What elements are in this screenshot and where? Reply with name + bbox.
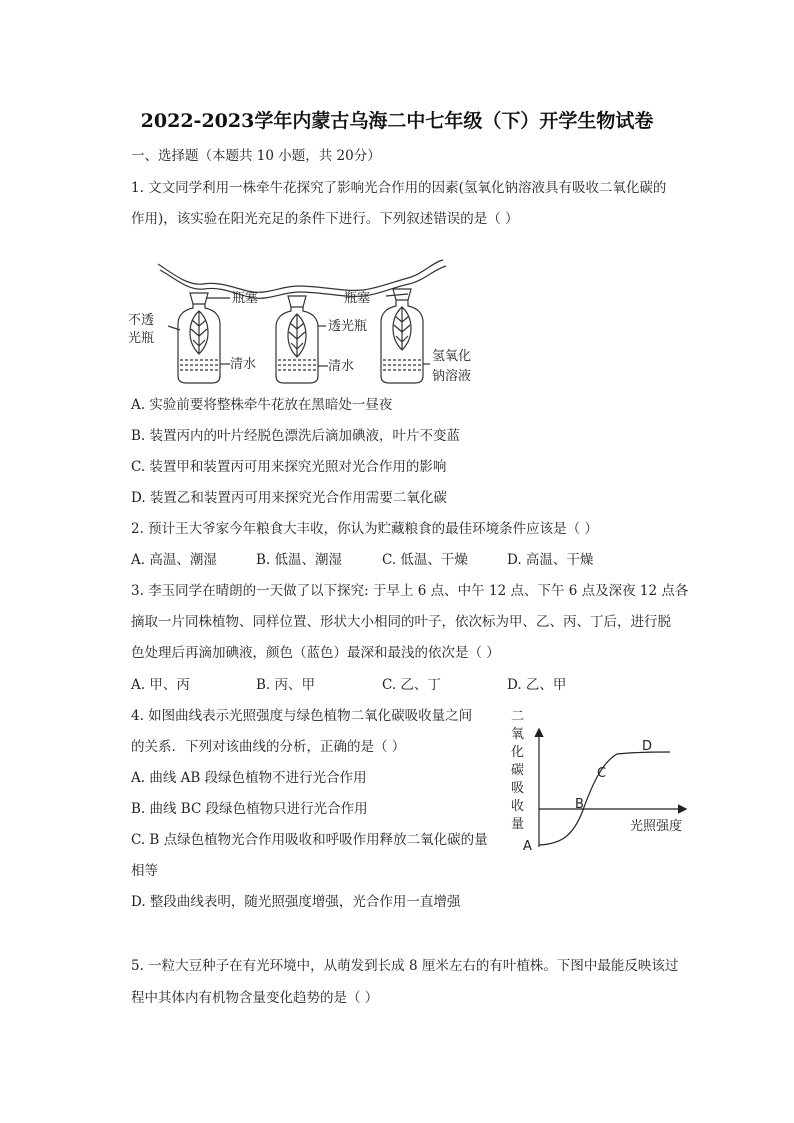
label-naoh-1: 氢氧化: [432, 349, 472, 364]
q3-option-b: B. 丙、甲: [256, 677, 316, 693]
point-b-label: B: [575, 797, 584, 812]
q3-stem-line2: 摘取一片同株植物、同样位置、形状大小相同的叶子，依次标为甲、乙、丙、丁后，进行脱: [131, 614, 671, 630]
label-opaque-bottle-1: 不透: [128, 313, 155, 328]
label-transparent-bottle: 透光瓶: [328, 319, 368, 334]
q1-stem-line1: 1. 文文同学利用一株牵牛花探究了影响光合作用的因素(氢氧化钠溶液具有吸收二氧化碳的: [131, 180, 667, 196]
y-label-char-4: 碳: [511, 763, 525, 778]
q2-stem: 2. 预计王大爷家今年粮食大丰收，你认为贮藏粮食的最佳环境条件应该是（ ）: [131, 521, 598, 537]
q5-stem-line2: 程中其体内有机物含量变化趋势的是（ ）: [131, 990, 379, 1006]
q1-stem-line2: 作用)，该实验在阳光充足的条件下进行。下列叙述错误的是（ ）: [131, 211, 519, 227]
q2-option-d: D. 高温、干燥: [507, 552, 594, 568]
q1-option-c: C. 装置甲和装置丙可用来探究光照对光合作用的影响: [131, 459, 447, 475]
q1-option-d: D. 装置乙和装置丙可用来探究光合作用需要二氧化碳: [131, 490, 447, 506]
q4-stem-line1: 4. 如图曲线表示光照强度与绿色植物二氧化碳吸收量之间: [131, 708, 473, 724]
page-title: 2022-2023学年内蒙古乌海二中七年级（下）开学生物试卷: [140, 110, 654, 132]
y-label-char-3: 化: [511, 745, 525, 760]
point-c-label: C: [597, 766, 607, 781]
y-label-char-5: 吸: [511, 781, 525, 796]
label-opaque-bottle-2: 光瓶: [128, 331, 155, 346]
q3-option-a: A. 甲、丙: [131, 677, 190, 693]
section-heading: 一、选择题（本题共 10 小题，共 20分）: [131, 148, 381, 164]
q3-stem-line3: 色处理后再滴加碘液，颜色（蓝色）最深和最浅的依次是（ ）: [131, 645, 500, 661]
y-label-char-2: 氧: [511, 727, 525, 742]
q1-option-b: B. 装置丙内的叶片经脱色漂洗后滴加碘液，叶片不变蓝: [131, 428, 461, 444]
q2-option-b: B. 低温、潮湿: [256, 552, 343, 568]
q2-option-c: C. 低温、干燥: [382, 552, 468, 568]
q4-option-c-cont: 相等: [131, 863, 158, 879]
q4-stem-line2: 的关系．下列对该曲线的分析，正确的是（ ）: [131, 739, 406, 755]
label-stopper-2: 瓶塞: [344, 291, 371, 306]
label-water-2: 清水: [328, 359, 355, 374]
label-stopper-1: 瓶塞: [232, 291, 259, 306]
label-naoh-2: 钠溶液: [432, 369, 472, 384]
q1-experiment-figure: [128, 256, 488, 391]
q4-option-d: D. 整段曲线表明，随光照强度增强，光合作用一直增强: [131, 894, 461, 910]
x-axis-label: 光照强度: [630, 819, 683, 834]
q5-stem-line1: 5. 一粒大豆种子在有光环境中，从萌发到长成 8 厘米左右的有叶植株。下图中最能反映该过: [131, 958, 679, 974]
q1-option-a: A. 实验前要将整株牵牛花放在黑暗处一昼夜: [131, 397, 393, 413]
q3-option-c: C. 乙、丁: [382, 677, 441, 693]
y-label-char-1: 二: [511, 709, 525, 724]
q4-option-c: C. B 点绿色植物光合作用吸收和呼吸作用释放二氧化碳的量: [131, 832, 488, 848]
q2-option-a: A. 高温、潮湿: [131, 552, 217, 568]
point-a-label: A: [523, 839, 532, 854]
y-label-char-6: 收: [511, 799, 525, 814]
q4-light-co2-graph: [505, 702, 700, 857]
q4-option-b: B. 曲线 BC 段绿色植物只进行光合作用: [131, 801, 368, 817]
q4-option-a: A. 曲线 AB 段绿色植物不进行光合作用: [131, 770, 367, 786]
point-d-label: D: [642, 739, 653, 754]
y-label-char-7: 量: [511, 817, 525, 832]
q3-stem-line1: 3. 李玉同学在晴朗的一天做了以下探究: 于早上 6 点、中午 12 点、下午 6 点及深夜 12 点各: [131, 583, 689, 599]
q3-option-d: D. 乙、甲: [507, 677, 567, 693]
label-water-1: 清水: [230, 357, 257, 372]
